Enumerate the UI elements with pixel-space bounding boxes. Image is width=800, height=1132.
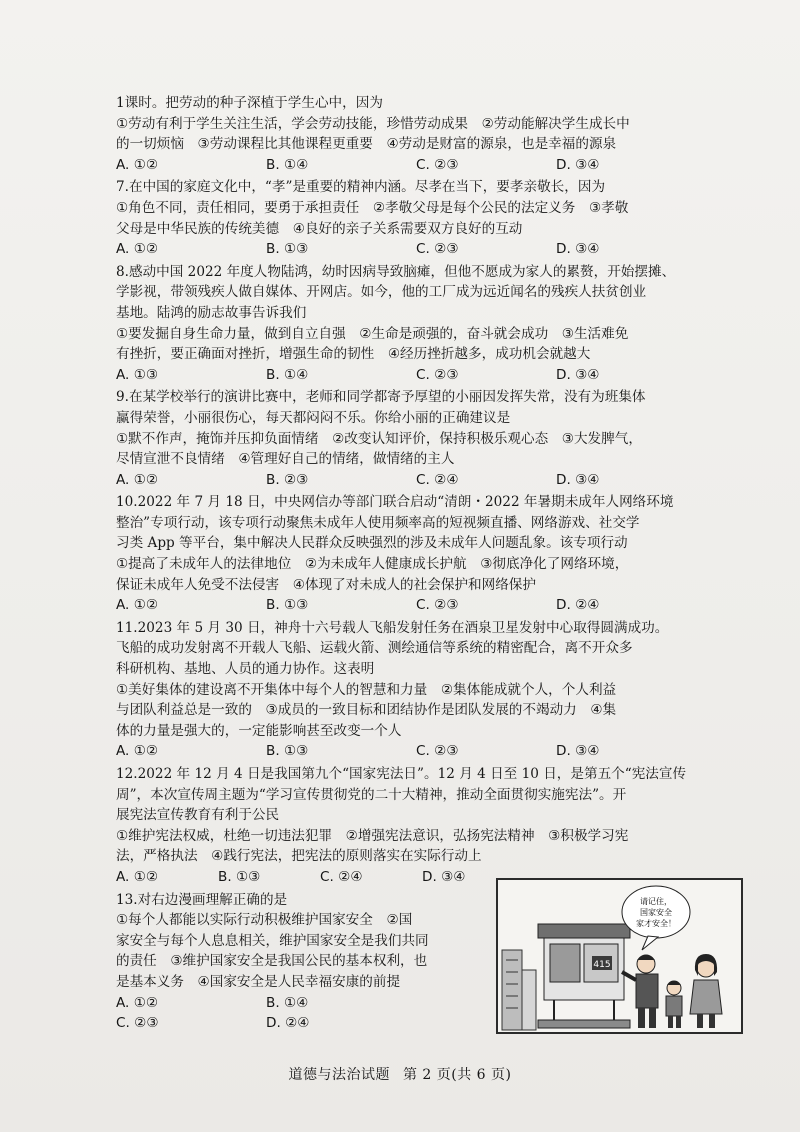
choice-a: A. ①② <box>116 868 159 885</box>
option-statements: ①角色不同，责任相同，要勇于承担责任 ②孝敬父母是每个公民的法定义务 ③孝敬 <box>116 199 629 216</box>
option-statements: 保证未成年人免受不法侵害 ④体现了对未成人的社会保护和网络保护 <box>116 576 536 593</box>
question-stem: 12.2022 年 12 月 4 日是我国第九个“国家宪法日”。12 月 4 日至 10 日，是第五个“宪法宣传 <box>116 766 687 782</box>
question-stem: 9.在某学校举行的演讲比赛中，老师和同学都寄予厚望的小丽因发挥失常，没有为班集体 <box>116 389 646 406</box>
choice-c: C. ②③ <box>116 1015 159 1032</box>
question-stem: 基地。陆鸿的励志故事告诉我们 <box>116 304 307 321</box>
choice-a: A. ①② <box>116 994 159 1011</box>
question-stem: 周”，本次宣传周主题为“学习宣传贯彻党的二十大精神，推动全面贯彻实施宪法”。开 <box>116 786 627 803</box>
option-statements: 家安全与每个人息息相关，维护国家安全是我们共同 <box>116 932 429 949</box>
choice-b: B. ①④ <box>266 366 309 383</box>
answer-choices <box>116 470 734 491</box>
question-stem: 11.2023 年 5 月 30 日，神舟十六号载人飞船发射任务在酒泉卫星发射中心取得圆满成功。 <box>116 619 669 636</box>
question-12 <box>116 764 734 888</box>
question-stem: 学影视，带领残疾人做自媒体、开网店。如今，他的工厂成为远近闻名的残疾人扶贫创业 <box>116 284 647 301</box>
bubble-line-2: 国家安全 <box>640 908 672 917</box>
page-number: 第 2 页(共 6 页) <box>402 1067 512 1083</box>
choice-d: D. ②④ <box>266 1015 310 1032</box>
question-stem: 飞船的成功发射离不开载人飞船、运载火箭、测绘通信等系统的精密配合，离不开众多 <box>116 640 633 657</box>
question-stem: 赢得荣誉，小丽很伤心，每天都闷闷不乐。你给小丽的正确建议是 <box>116 409 511 426</box>
option-statements: 有挫折，要正确面对挫折，增强生命的韧性 ④经历挫折越多，成功机会就越大 <box>116 346 591 363</box>
choice-c: C. ②③ <box>416 366 459 383</box>
choice-a: A. ①② <box>116 743 159 760</box>
choice-d: D. ③④ <box>556 743 600 760</box>
answer-choices <box>116 239 734 260</box>
child-figure <box>666 981 682 1028</box>
choice-b: B. ①③ <box>218 868 261 885</box>
choice-d: D. ③④ <box>556 471 600 488</box>
bubble-line-3: 家才安全！ <box>636 919 676 928</box>
question-10 <box>116 492 734 616</box>
answer-choices <box>116 993 488 1014</box>
option-statements: 尽情宣泄不良情绪 ④管理好自己的情绪，做情绪的主人 <box>116 451 455 468</box>
question-13 <box>116 890 488 1034</box>
choice-d: D. ③④ <box>556 366 600 383</box>
choice-d: D. ③④ <box>422 868 466 885</box>
choice-c: C. ②③ <box>416 597 459 614</box>
choice-b: B. ①④ <box>266 156 309 173</box>
choice-a: A. ①② <box>116 156 159 173</box>
option-statements: 法，严格执法 ④践行宪法，把宪法的原则落实在实际行动上 <box>116 848 482 865</box>
cartoon-illustration <box>498 880 741 1032</box>
option-statements: ①劳动有利于学生关注生活，学会劳动技能，珍惜劳动成果 ②劳动能解决学生成长中 <box>116 115 630 132</box>
choice-a: A. ①② <box>116 241 159 258</box>
option-statements: 是基本义务 ④国家安全是人民幸福安康的前提 <box>116 973 401 990</box>
father-figure <box>622 955 658 1028</box>
mother-figure <box>690 954 722 1028</box>
option-statements: ①提高了未成年人的法律地位 ②为未成年人健康成长护航 ③彻底净化了网络环境， <box>116 556 629 573</box>
question-7 <box>116 177 734 259</box>
question-11 <box>116 618 734 762</box>
choice-a: A. ①② <box>116 597 159 614</box>
answer-choices <box>116 1013 488 1034</box>
choice-c: C. ②④ <box>320 868 363 885</box>
choice-b: B. ①③ <box>266 241 309 258</box>
choice-c: C. ②④ <box>416 471 459 488</box>
choice-b: B. ①④ <box>266 994 309 1011</box>
choice-a: A. ①③ <box>116 366 159 383</box>
choice-b: B. ②③ <box>266 471 309 488</box>
option-statements: 的责任 ③维护国家安全是我国公民的基本权利，也 <box>116 953 428 970</box>
question-stem: 习类 App 等平台，集中解决人民群众反映强烈的涉及未成年人问题乱象。该专项行动 <box>116 535 628 552</box>
option-statements: 父母是中华民族的传统美德 ④良好的亲子关系需要双方良好的互动 <box>116 220 523 237</box>
answer-choices <box>116 595 734 616</box>
option-statements: ①每个人都能以实际行动积极维护国家安全 ②国 <box>116 912 413 929</box>
question-stem: 科研机构、基地、人员的通力协作。这表明 <box>116 661 375 678</box>
question-stem: 7.在中国的家庭文化中，“孝”是重要的精神内涵。尽孝在当下，要孝亲敬长，因为 <box>116 179 606 196</box>
board-number: 415 <box>593 960 611 970</box>
option-statements: 体的力量是强大的，一定能影响甚至改变一个人 <box>116 722 402 739</box>
question-stem: 展宪法宣传教育有利于公民 <box>116 807 280 824</box>
bubble-line-1: 请记住， <box>640 897 672 906</box>
choice-b: B. ①③ <box>266 743 309 760</box>
option-statements: ①美好集体的建设离不开集体中每个人的智慧和力量 ②集体能成就个人，个人利益 <box>116 681 617 698</box>
buildings <box>502 950 536 1030</box>
choice-d: D. ②④ <box>556 597 600 614</box>
choice-d: D. ③④ <box>556 241 600 258</box>
question-stem: 8.感动中国 2022 年度人物陆鸿，幼时因病导致脑瘫，但他不愿成为家人的累赘，开始摆摊、 <box>116 263 676 280</box>
choice-c: C. ②③ <box>416 241 459 258</box>
answer-choices <box>116 365 734 386</box>
question-stem: 10.2022 年 7 月 18 日，中央网信办等部门联合启动“清朗・2022 年暑期未成年人网络环境 <box>116 494 674 511</box>
exam-subject: 道德与法治试题 <box>288 1067 390 1083</box>
question-stem: 13.对右边漫画理解正确的是 <box>116 891 288 908</box>
choice-d: D. ③④ <box>556 156 600 173</box>
choice-b: B. ①③ <box>266 597 309 614</box>
choice-c: C. ②③ <box>416 156 459 173</box>
question-stem: 整治”专项行动，该专项行动聚焦未成年人使用频率高的短视频直播、网络游戏、社交学 <box>116 514 640 531</box>
option-statements: 与团队利益总是一致的 ③成员的一致目标和团结协作是团队发展的不竭动力 ④集 <box>116 702 617 719</box>
security-display-board <box>538 924 630 1028</box>
option-statements: ①要发掘自身生命力量，做到自立自强 ②生命是顽强的，奋斗就会成功 ③生活难免 <box>116 325 629 342</box>
question-6 <box>116 93 734 175</box>
page-footer <box>0 1064 800 1084</box>
choice-c: C. ②③ <box>416 743 459 760</box>
option-statements: ①维护宪法权威，杜绝一切违法犯罪 ②增强宪法意识，弘扬宪法精神 ③积极学习宪 <box>116 827 629 844</box>
question-stem: 1课时。把劳动的种子深植于学生心中，因为 <box>116 95 383 111</box>
choice-a: A. ①② <box>116 471 159 488</box>
option-statements: ①默不作声，掩饰并压抑负面情绪 ②改变认知评价，保持积极乐观心态 ③大发脾气， <box>116 430 642 447</box>
question-9 <box>116 387 734 490</box>
speech-bubble <box>622 886 690 950</box>
answer-choices <box>116 741 734 762</box>
option-statements: 的一切烦恼 ③劳动课程比其他课程更重要 ④劳动是财富的源泉，也是幸福的源泉 <box>116 136 617 153</box>
question-8 <box>116 262 734 386</box>
national-security-cartoon <box>496 878 743 1034</box>
answer-choices <box>116 155 734 176</box>
